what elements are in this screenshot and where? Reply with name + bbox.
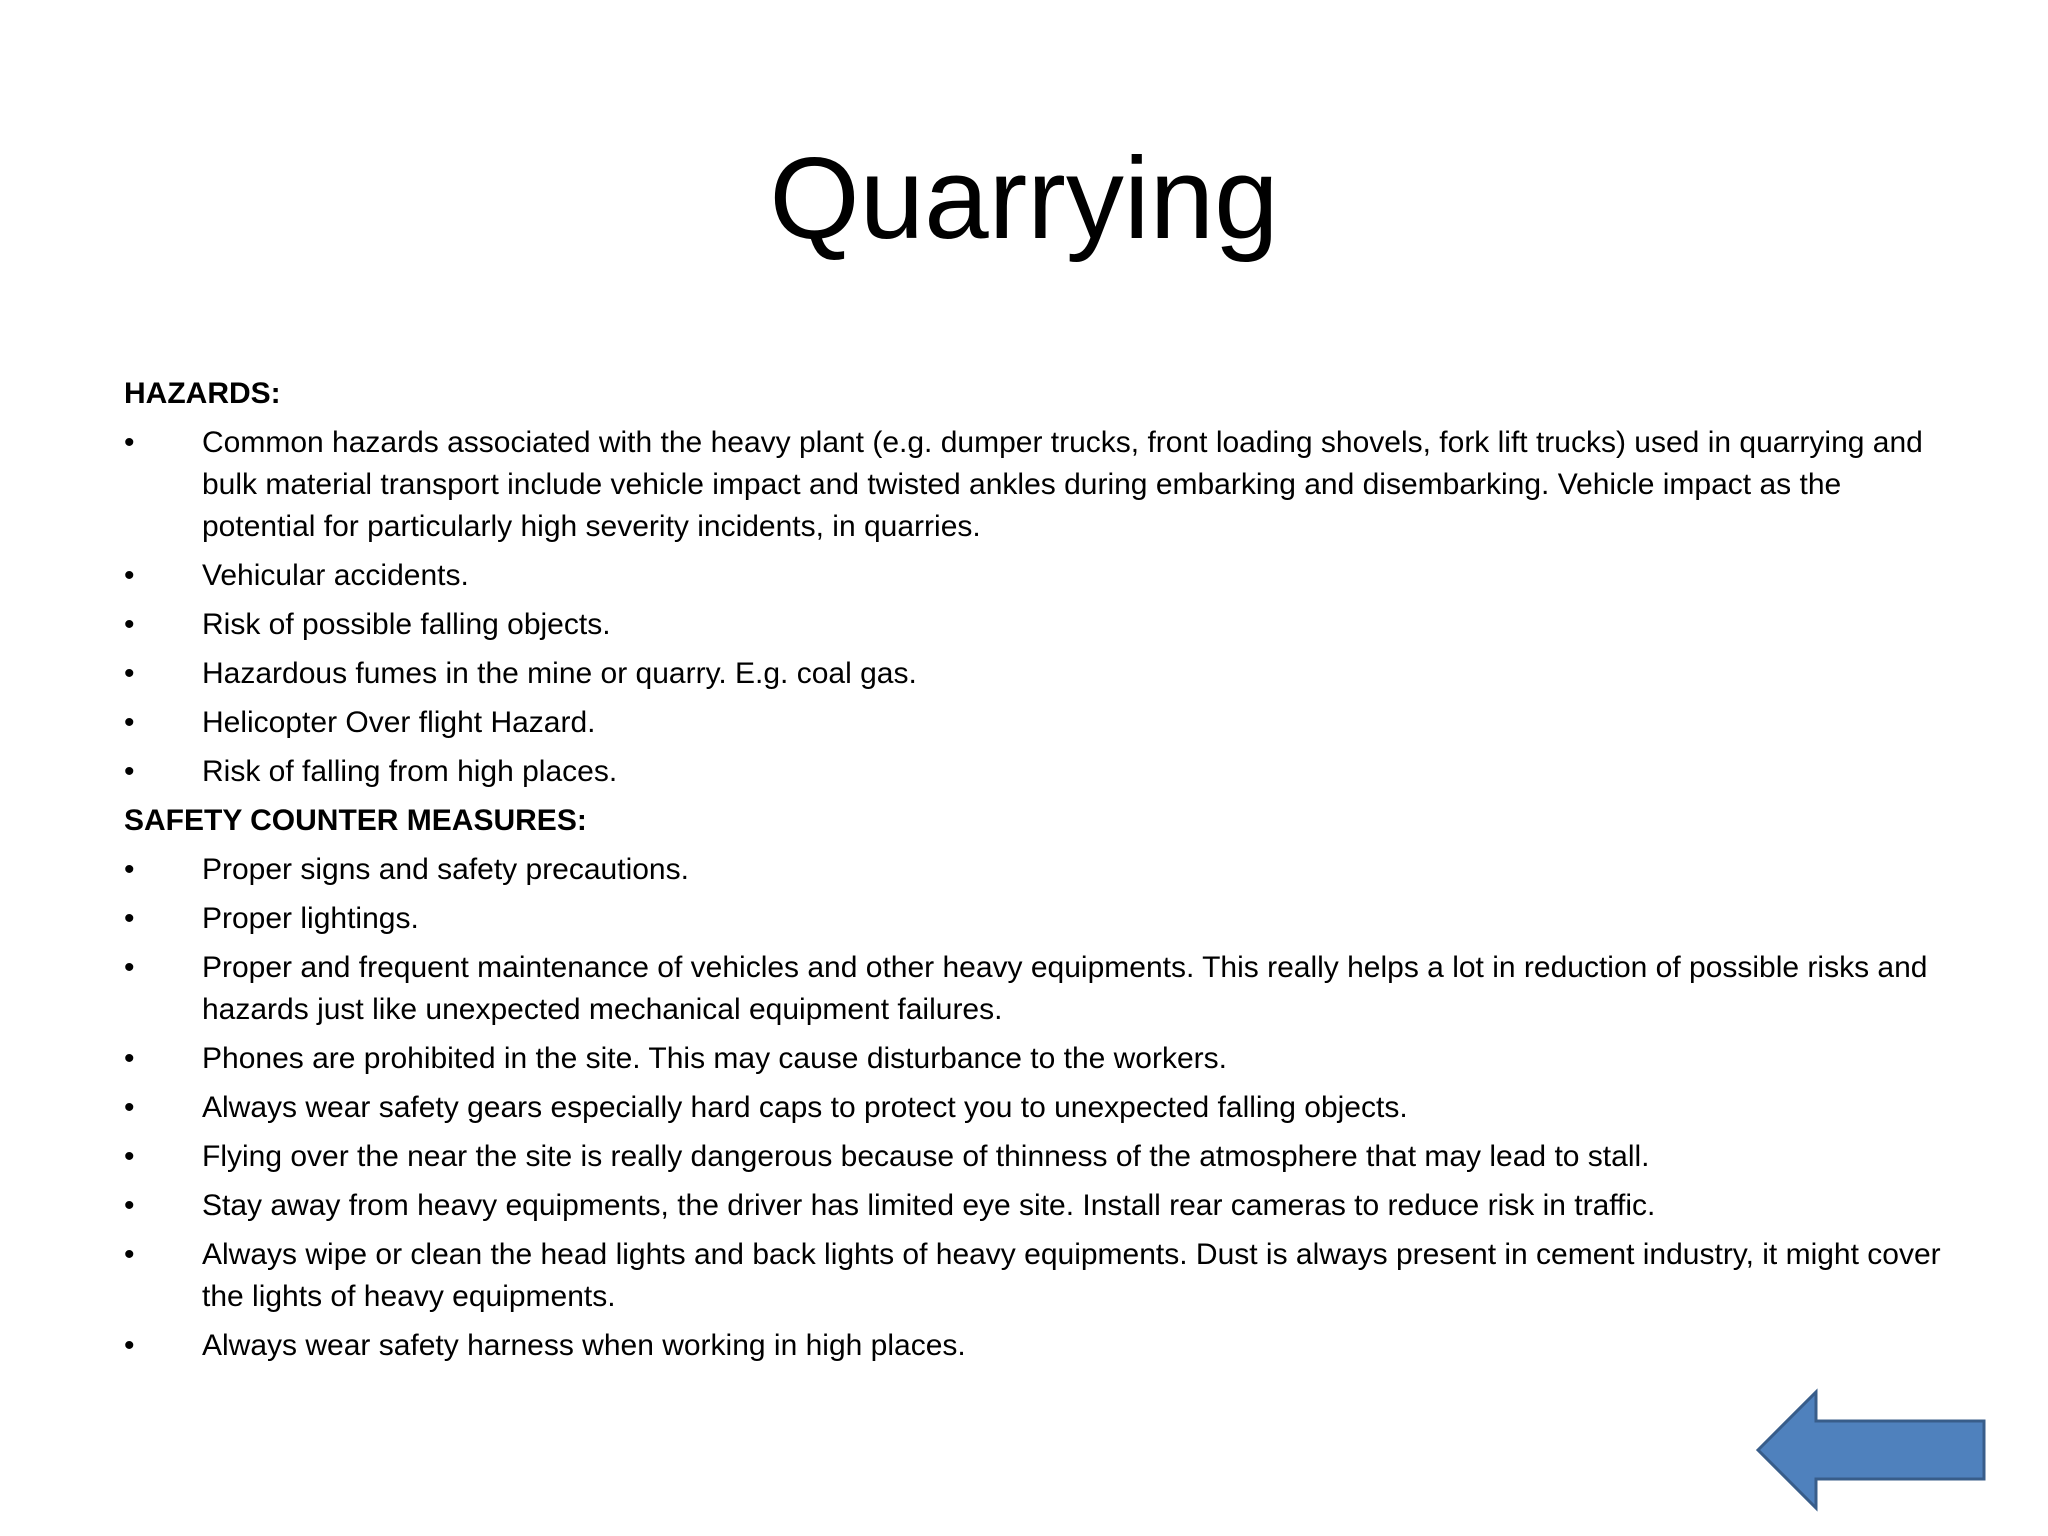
list-item-text: Helicopter Over flight Hazard. (202, 706, 596, 739)
list-item (124, 422, 1954, 548)
safety-measures-list (124, 849, 1954, 1367)
list-item (124, 1234, 1954, 1318)
section-heading-hazards: HAZARDS: (124, 377, 281, 410)
list-item-text: Proper and frequent maintenance of vehicles and other heavy equipments. This really helps a lot in reduction of possible risks and hazards just like unexpected mechanical equipment failures. (202, 951, 1928, 1026)
slide-body (124, 373, 1954, 1374)
list-item-text: Proper signs and safety precautions. (202, 853, 689, 886)
list-item-text: Risk of falling from high places. (202, 755, 618, 788)
slide-title: Quarrying (769, 133, 1279, 263)
list-item (124, 898, 1954, 940)
bullet-icon: • (124, 1189, 135, 1222)
list-item (124, 947, 1954, 1031)
safety-measures-section (124, 800, 1954, 1367)
list-item (124, 702, 1954, 744)
left-arrow-icon (1758, 1392, 1984, 1508)
list-item-text: Phones are prohibited in the site. This may cause disturbance to the workers. (202, 1042, 1227, 1075)
list-item (124, 1087, 1954, 1129)
list-item (124, 1325, 1954, 1367)
bullet-icon: • (124, 853, 135, 886)
bullet-icon: • (124, 608, 135, 641)
list-item-text: Common hazards associated with the heavy plant (e.g. dumper trucks, front loading shovels, fork lift trucks) used in quarrying and bulk material transport include vehicle impact and twisted ankles during embarking and disembarking. Vehicle impact as the potential for particularly high severity incidents, in quarries. (202, 426, 1923, 543)
bullet-icon: • (124, 1091, 135, 1124)
hazards-section (124, 373, 1954, 793)
list-item (124, 653, 1954, 695)
list-item (124, 751, 1954, 793)
list-item (124, 1136, 1954, 1178)
list-item-text: Proper lightings. (202, 902, 419, 935)
bullet-icon: • (124, 559, 135, 592)
list-item-text: Always wipe or clean the head lights and back lights of heavy equipments. Dust is always present in cement industry, it might cover the lights of heavy equipments. (202, 1238, 1941, 1313)
list-item-text: Flying over the near the site is really dangerous because of thinness of the atmosphere that may lead to stall. (202, 1140, 1650, 1173)
list-item-text: Vehicular accidents. (202, 559, 469, 592)
list-item (124, 849, 1954, 891)
list-item-text: Stay away from heavy equipments, the driver has limited eye site. Install rear cameras to reduce risk in traffic. (202, 1189, 1656, 1222)
bullet-icon: • (124, 1140, 135, 1173)
bullet-icon: • (124, 657, 135, 690)
back-arrow-button[interactable] (1754, 1388, 1988, 1512)
list-item (124, 1185, 1954, 1227)
bullet-icon: • (124, 1238, 135, 1271)
list-item (124, 1038, 1954, 1080)
bullet-icon: • (124, 951, 135, 984)
bullet-icon: • (124, 706, 135, 739)
bullet-icon: • (124, 755, 135, 788)
list-item (124, 604, 1954, 646)
hazards-list (124, 422, 1954, 793)
bullet-icon: • (124, 426, 135, 459)
list-item-text: Always wear safety harness when working in high places. (202, 1329, 966, 1362)
bullet-icon: • (124, 1329, 135, 1362)
list-item-text: Hazardous fumes in the mine or quarry. E.g. coal gas. (202, 657, 917, 690)
bullet-icon: • (124, 902, 135, 935)
list-item-text: Risk of possible falling objects. (202, 608, 611, 641)
section-heading-safety-measures: SAFETY COUNTER MEASURES: (124, 804, 587, 837)
bullet-icon: • (124, 1042, 135, 1075)
list-item-text: Always wear safety gears especially hard caps to protect you to unexpected falling objects. (202, 1091, 1408, 1124)
list-item (124, 555, 1954, 597)
